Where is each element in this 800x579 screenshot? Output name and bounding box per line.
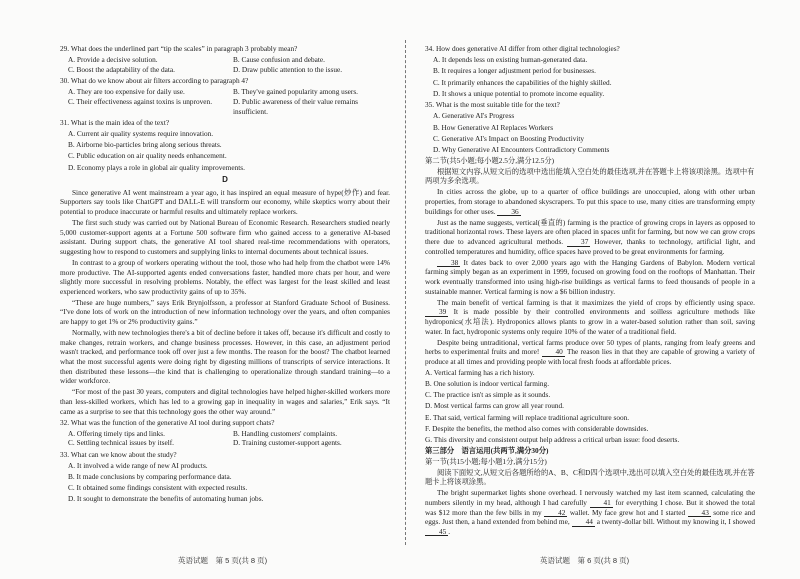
question-33-options: [60, 461, 390, 504]
option-30-a[interactable]: A. They are too expensive for daily use.: [68, 87, 185, 97]
blank-45[interactable]: 45: [425, 528, 448, 537]
option-32-b[interactable]: B. Handling customers' complaints.: [233, 428, 338, 438]
option-34-b[interactable]: B. It requires a longer adjustment period for businesses.: [433, 66, 596, 76]
blank-39[interactable]: 39: [425, 308, 448, 317]
gap-option-d[interactable]: D. Most vertical farms can grow all year round.: [425, 401, 565, 411]
page-footer-right: 英语试题 第 6 页(共 8 页): [540, 556, 630, 565]
left-column: [60, 44, 390, 506]
option-33-d[interactable]: D. It sought to demonstrate the benefits of automating human jobs.: [68, 494, 264, 504]
column-divider: [405, 40, 406, 545]
option-31-c[interactable]: C. Public education on air quality needs enhancement.: [68, 151, 227, 161]
question-30-stem: 30. What do we know about air filters according to paragraph 4?: [60, 76, 249, 86]
question-30-options: [60, 87, 390, 116]
gap-option-f[interactable]: F. Despite the benefits, the method also comes with considerable downsides.: [425, 423, 649, 433]
blank-37[interactable]: 37: [567, 238, 590, 247]
passage-paragraph: Normally, with new technologies there's a bit of decline before it takes off, because it's difficult and costly to make changes, retrain workers, and change business processes. However, in this case, an adjustment period wasn't tracked, and performance took off over just a few months. The reason for the boost? The chatbot learned what the most successful agents were doing right by digesting millions of transcripts of service interactions. It then distributed these lessons—the kind that is challenging to operationalize through standard training—to a wider workforce.: [60, 328, 390, 386]
option-31-d[interactable]: D. Economy plays a role in global air quality improvements.: [68, 162, 245, 172]
section-2-heading: 第二节(共5小题;每小题2.5分,满分12.5分): [425, 156, 555, 166]
blank-36[interactable]: 36: [497, 208, 520, 217]
passage-paragraph: In cities across the globe, up to a quarter of office buildings are unoccupied, along with other urban properties, from storage to abandoned skyscrapers. To put this space to use, many cities are transforming empty buildings for other uses. 36: [425, 187, 755, 216]
option-32-a[interactable]: A. Offering timely tips and links.: [68, 428, 165, 438]
option-30-c[interactable]: C. Their effectiveness against toxins is unproven.: [68, 96, 213, 106]
passage-paragraph: Since generative AI went mainstream a year ago, it has inspired an equal measure of hype(炒作) and fear. Supporters say tools like ChatGPT and DALL-E will transform our economy, while skeptics worry about their potential to produce inaccurate or harmful results and ultimately replace workers.: [60, 187, 390, 217]
option-30-d[interactable]: D. Public awareness of their value remains insufficient.: [233, 96, 359, 116]
part-3-instructions: 阅读下面短文,从短文后各题所给的A、B、C和D四个选项中,选出可以填入空白处的最佳选项,并在答题卡上将该项涂黑。: [425, 467, 755, 487]
option-31-a[interactable]: A. Current air quality systems require innovation.: [68, 128, 214, 138]
passage-paragraph: The main benefit of vertical farming is that it maximizes the yield of crops by efficiently using space. 39 It is made possible by their controlled environments and soilless agriculture methods like hydroponics(水培法). Hydroponics allows plants to grow in a water-based solution rather than soil, saving water. In fact, hydroponic systems only require 10% of the water of a traditional field.: [425, 297, 755, 336]
option-30-b[interactable]: B. They've gained popularity among users.: [233, 87, 358, 97]
option-35-a[interactable]: A. Generative AI's Progress: [433, 111, 515, 121]
gap-option-e[interactable]: E. That said, vertical farming will replace traditional agriculture soon.: [425, 412, 630, 422]
option-34-a[interactable]: A. It depends less on existing human-generated data.: [433, 55, 588, 65]
passage-paragraph: Despite being untraditional, vertical farms produce over 50 types of plants, ranging from leafy greens and herbs to experimental fruits and more! 40 The reason lies in that they are capable of growing a variety of produce at all times and providing people with local fresh foods at affordable prices.: [425, 337, 755, 366]
blank-41[interactable]: 41: [590, 499, 613, 508]
question-32-options: [60, 429, 390, 448]
option-29-d[interactable]: D. Draw public attention to the issue.: [233, 64, 343, 74]
option-34-c[interactable]: C. It primarily enhances the capabilities of the highly skilled.: [433, 77, 612, 87]
question-31-options: [60, 129, 390, 172]
blank-44[interactable]: 44: [572, 518, 595, 527]
option-35-b[interactable]: B. How Generative AI Replaces Workers: [433, 122, 554, 132]
option-33-a[interactable]: A. It involved a wide range of new AI products.: [68, 460, 208, 470]
gap-option-g[interactable]: G. This diversity and consistent output help address a critical urban issue: food deserts.: [425, 435, 680, 445]
option-32-d[interactable]: D. Training customer-support agents.: [233, 438, 342, 448]
passage-paragraph: The first such study was carried out by National Bureau of Economic Research. Researchers studied nearly 5,000 customer-support agents at a Fortune 500 software firm who gained access to a generative AI-based assistant. During support chats, the generative AI tool shared real-time recommendations with operators, suggesting how to respond to customers and supplying links to internal documents about technical issues.: [60, 218, 390, 256]
question-29-options: [60, 55, 390, 74]
option-33-c[interactable]: C. It obtained some findings consistent with expected results.: [68, 483, 248, 493]
option-34-d[interactable]: D. It shows a unique potential to promote income equality.: [433, 88, 605, 98]
option-29-c[interactable]: C. Boost the adaptability of the data.: [68, 64, 175, 74]
blank-40[interactable]: 40: [542, 348, 565, 357]
option-35-d[interactable]: D. Why Generative AI Encounters Contradictory Comments: [433, 144, 610, 154]
passage-paragraph: “These are huge numbers,” says Erik Brynjolfsson, a professor at Stanford Graduate School of Business. “I've done lots of work on the introduction of new information technology over the years, and often companies are happy to get 1% or 2% productivity gains.”: [60, 297, 390, 327]
passage-paragraph: 38 It dates back to over 2,000 years ago with the Hanging Gardens of Babylon. Modern vertical farming simply began as an experiment in 1999, focused on growing food on the rooftops of Manhattan. Their work eventually transformed into using high-rise buildings as vertical farms to feed thousands of people in a sustainable manner. Vertical farming is now a $6 billion industry.: [425, 257, 756, 296]
right-column: [425, 44, 755, 538]
gap-option-b[interactable]: B. One solution is indoor vertical farming.: [425, 379, 550, 389]
page-footer-left: 英语试题 第 5 页(共 8 页): [178, 556, 268, 565]
passage-paragraph: Just as the name suggests, vertical(垂直的) farming is the practice of growing crops in layers as opposed to traditional horizontal rows. These layers are often placed in spaces unfit for farming, but now we can grow crops there due to advanced agricultural methods. 37 However, thanks to technology, artificial light, and controlled temperatures and humidity, office spaces have proved to be great environments for farming.: [425, 217, 755, 256]
gap-option-a[interactable]: A. Vertical farming has a rich history.: [425, 367, 535, 377]
blank-43[interactable]: 43: [688, 509, 711, 518]
option-29-a[interactable]: A. Provide a decisive solution.: [68, 55, 158, 65]
question-29-stem: 29. What does the underlined part “tip the scales” in paragraph 3 probably mean?: [60, 44, 298, 53]
gap-fill-options: [425, 368, 755, 445]
question-34-options: [425, 55, 755, 98]
gap-option-c[interactable]: C. The practice isn't as simple as it sounds.: [425, 390, 551, 400]
section-2-instructions: 根据短文内容,从短文后的选项中选出能填入空白处的最佳选项,并在答题卡上将该项涂黑。选项中有两项为多余选项。: [425, 166, 755, 186]
question-35-options: [425, 111, 755, 154]
option-32-c[interactable]: C. Settling technical issues by itself.: [68, 438, 174, 448]
blank-42[interactable]: 42: [544, 509, 567, 518]
passage-d-heading: D: [222, 175, 228, 185]
question-34-stem: 34. How does generative AI differ from other digital technologies?: [425, 44, 620, 53]
question-35-stem: 35. What is the most suitable title for the text?: [425, 100, 560, 110]
option-33-b[interactable]: B. It made conclusions by comparing performance data.: [68, 472, 232, 482]
option-29-b[interactable]: B. Cause confusion and debate.: [233, 55, 325, 65]
cloze-paragraph: The bright supermarket lights shone overhead. I nervously watched my last item scanned, calculating the numbers silently in my head, although I had carefully 41 for everything I chose. But it showed the total was $12 more than the few bills in my 42 wallet. My face grew hot and I started 43 some rice and eggs. Just then, a hand extended from behind me, 44 a twenty-dollar bill. Without my knowing it, I showed 45 .: [425, 488, 756, 536]
part-3-heading: 第三部分 语言运用(共两节,满分30分): [425, 446, 549, 456]
passage-paragraph: In contrast to a group of workers operating without the tool, those who had help from the chatbot were 14% more productive. The AI-supported agents ended conversations faster, handled more chats per hour, and were slightly more successful in resolving problems. Notably, the effect was largest for the least skilled and least experienced workers, who saw productivity gains of up to 35%.: [60, 257, 390, 296]
option-31-b[interactable]: B. Airborne bio-particles bring along serious threats.: [68, 140, 222, 150]
question-33-stem: 33. What can we know about the study?: [60, 449, 177, 459]
question-32-stem: 32. What was the function of the generative AI tool during support chats?: [60, 417, 275, 427]
part-3-section-1-heading: 第一节(共15小题;每小题1分,满分15分): [425, 456, 547, 466]
blank-38[interactable]: 38: [437, 259, 460, 268]
question-31-stem: 31. What is the main idea of the text?: [60, 117, 170, 127]
option-35-c[interactable]: C. Generative AI's Impact on Boosting Productivity: [433, 133, 585, 143]
passage-paragraph: “For most of the past 30 years, computers and digital technologies have helped higher-skilled workers more than less-skilled workers, which has led to a growing gap in inequality in wages and salaries,” Erik says. “It came as a surprise to see that this technology goes the other way around.”: [60, 387, 390, 416]
